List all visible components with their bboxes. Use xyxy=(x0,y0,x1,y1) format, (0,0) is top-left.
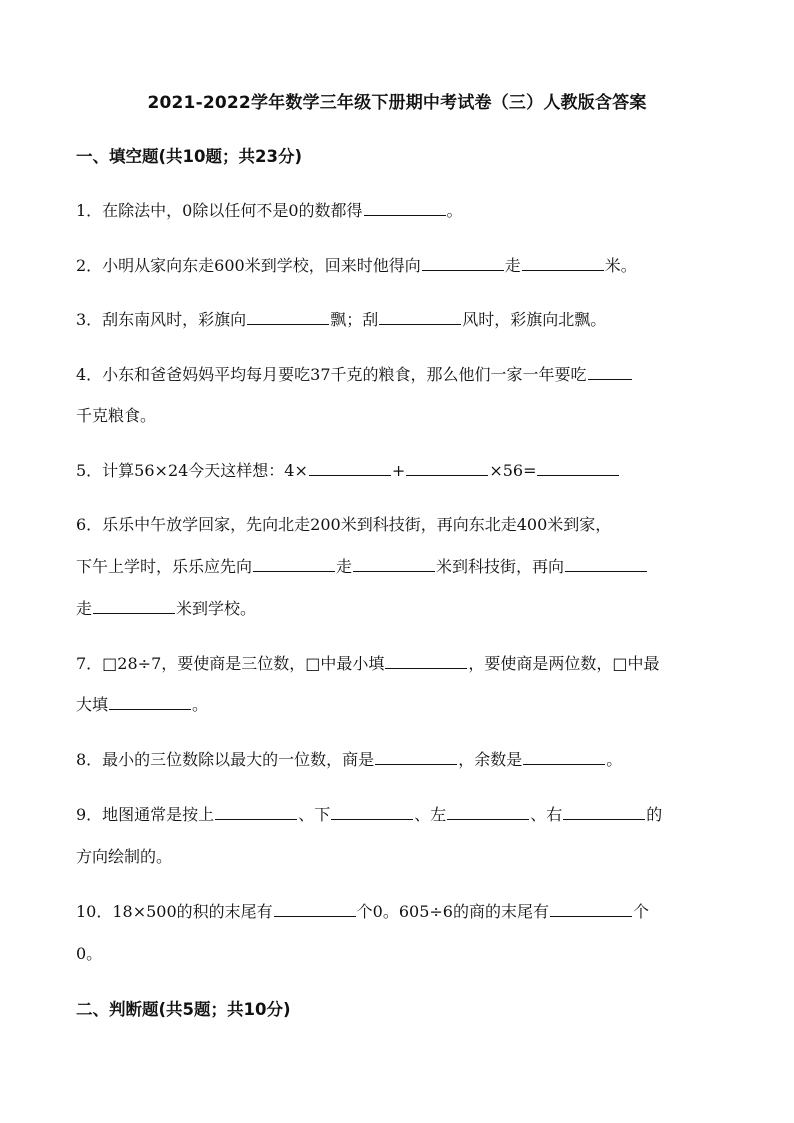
answer-blank[interactable] xyxy=(523,749,605,765)
answer-blank[interactable] xyxy=(331,804,413,820)
answer-blank[interactable] xyxy=(588,364,632,380)
answer-blank[interactable] xyxy=(406,460,488,476)
question-2: 2．小明从家向东走600米到学校，回来时他得向 走 米。 xyxy=(76,256,637,275)
section-heading-true-false: 二、判断题(共5题；共10分) xyxy=(76,1000,291,1019)
question-10: 10．18×500的积的末尾有 个0。605÷6的商的末尾有 个 xyxy=(76,902,649,921)
question-10-continued: 0。 xyxy=(76,944,103,963)
answer-blank[interactable] xyxy=(93,598,175,614)
answer-blank[interactable] xyxy=(247,309,329,325)
question-6-line-3: 走 米到学校。 xyxy=(76,599,257,618)
answer-blank[interactable] xyxy=(537,460,619,476)
question-3: 3．刮东南风时，彩旗向 飘；刮 风时，彩旗向北飘。 xyxy=(76,310,607,329)
question-6: 6．乐乐中午放学回家，先向北走200米到科技街，再向东北走400米到家， xyxy=(76,515,612,534)
section-heading-fill-in: 一、填空题(共10题；共23分) xyxy=(76,147,303,166)
answer-blank[interactable] xyxy=(253,556,335,572)
answer-blank[interactable] xyxy=(309,460,391,476)
question-1: 1．在除法中，0除以任何不是0的数都得 。 xyxy=(76,201,463,220)
question-6-line-2: 下午上学时，乐乐应先向 走 米到科技街，再向 xyxy=(76,554,648,577)
answer-blank[interactable] xyxy=(353,556,435,572)
question-8: 8．最小的三位数除以最大的一位数，商是 ，余数是 。 xyxy=(76,750,623,769)
question-7: 7．□28÷7，要使商是三位数，□中最小填 ，要使商是两位数，□中最 xyxy=(76,654,660,673)
answer-blank[interactable] xyxy=(364,200,446,216)
question-9-continued: 方向绘制的。 xyxy=(76,847,173,866)
answer-blank[interactable] xyxy=(215,804,297,820)
answer-blank[interactable] xyxy=(522,255,604,271)
answer-blank[interactable] xyxy=(375,749,457,765)
answer-blank[interactable] xyxy=(550,901,632,917)
answer-blank[interactable] xyxy=(565,556,647,572)
question-5: 5．计算56×24今天这样想：4× + ×56= xyxy=(76,458,620,481)
question-7-continued: 大填 。 xyxy=(76,695,209,714)
question-9: 9．地图通常是按上 、下 、左 、右 的 xyxy=(76,805,663,824)
answer-blank[interactable] xyxy=(274,901,356,917)
question-4: 4．小东和爸爸妈妈平均每月要吃37千克的粮食，那么他们一家一年要吃 xyxy=(76,362,633,385)
answer-blank[interactable] xyxy=(385,653,467,669)
page-title: 2021-2022学年数学三年级下册期中考试卷（三）人教版含答案 xyxy=(147,93,647,113)
answer-blank[interactable] xyxy=(379,309,461,325)
answer-blank[interactable] xyxy=(422,255,504,271)
answer-blank[interactable] xyxy=(109,694,191,710)
question-4-continued: 千克粮食。 xyxy=(76,406,157,425)
answer-blank[interactable] xyxy=(563,804,645,820)
answer-blank[interactable] xyxy=(447,804,529,820)
